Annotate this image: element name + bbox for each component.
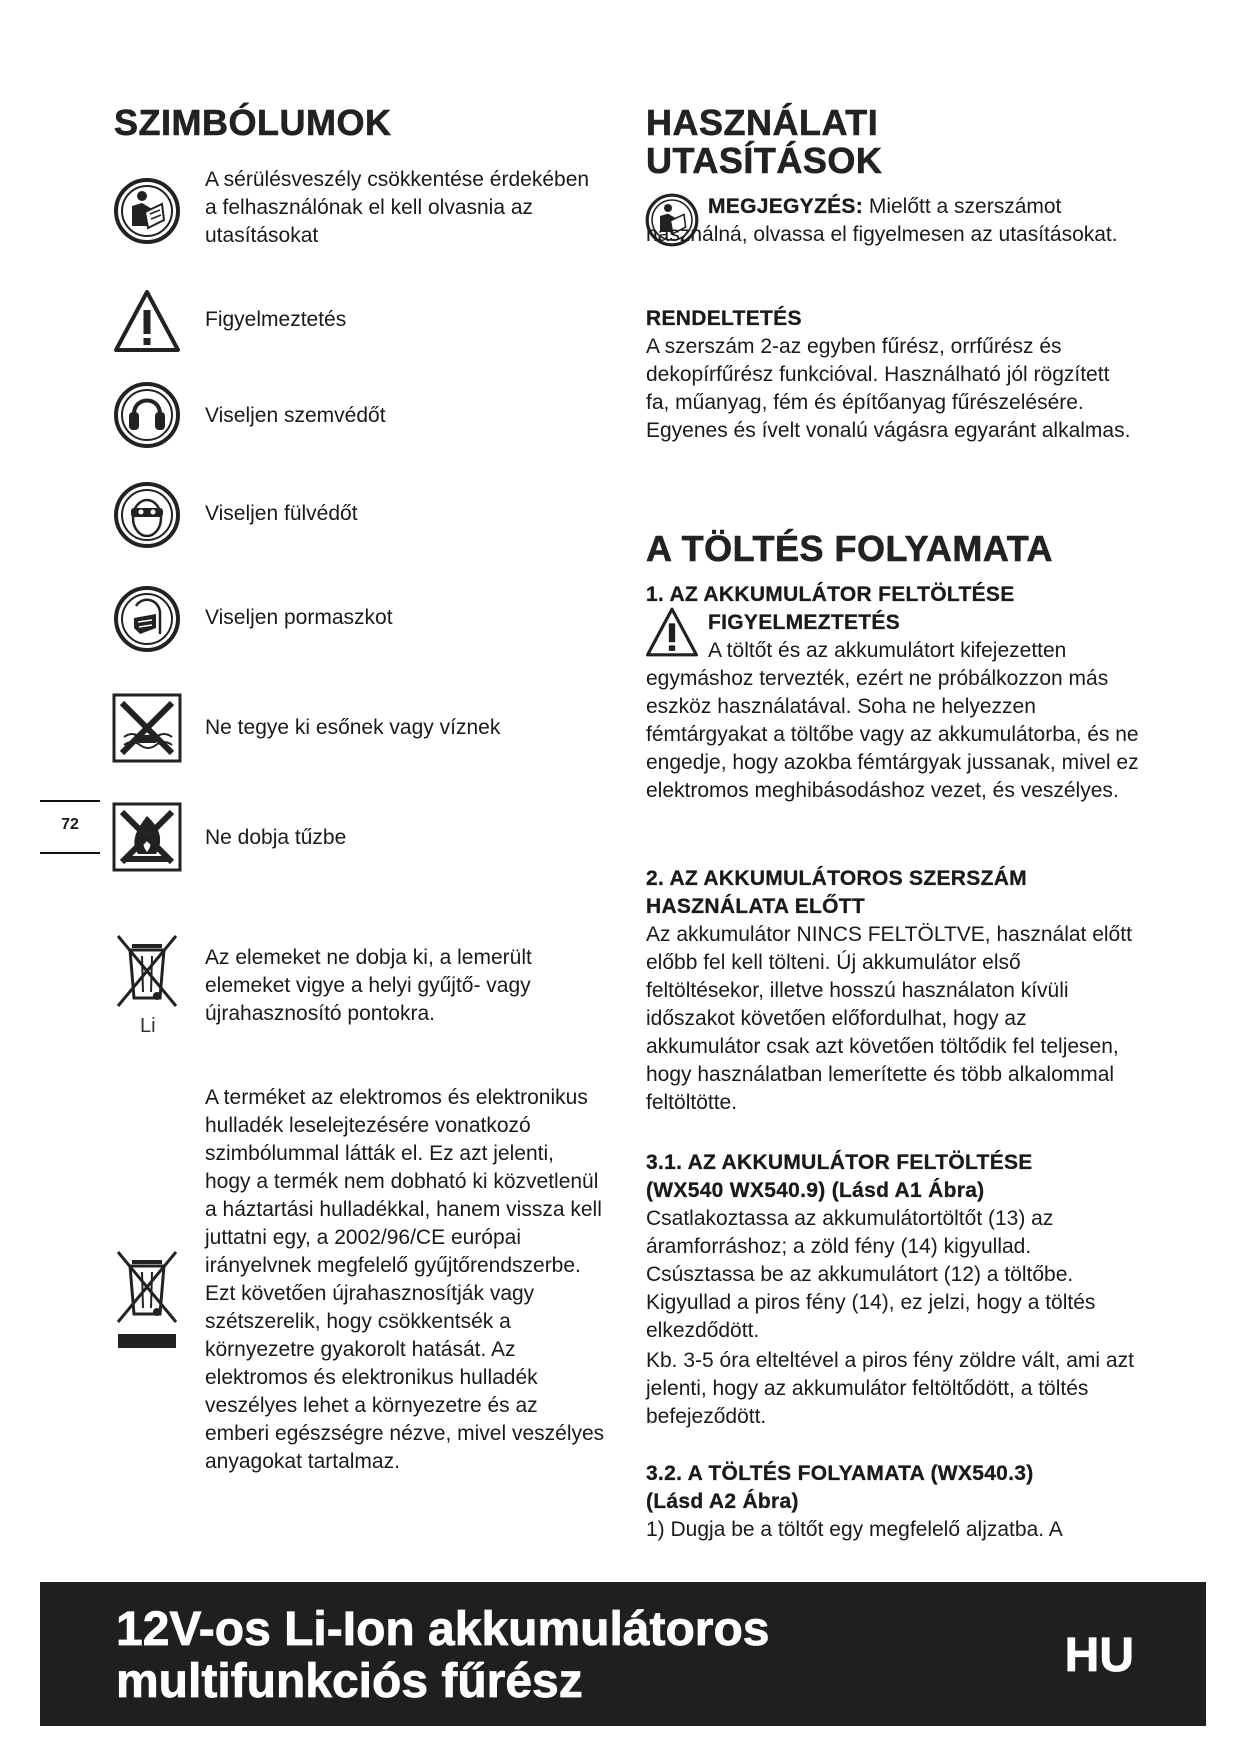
- note-paragraph: [646, 193, 1146, 249]
- s2-heading-line2: HASZNÁLATA ELŐTT: [646, 895, 866, 918]
- ear-protection-icon: [112, 380, 182, 450]
- dust-mask-icon: [112, 584, 182, 654]
- s31-heading-line1: 3.1. AZ AKKUMULÁTOR FELTÖLTÉSE: [646, 1151, 1033, 1174]
- purpose-heading: RENDELTETÉS: [646, 307, 802, 330]
- footer-title: [116, 1604, 769, 1708]
- note-label: MEGJEGYZÉS:: [708, 195, 863, 218]
- symbol-text-eye-protection: Viseljen szemvédőt: [205, 404, 386, 427]
- s32-heading-line2: (Lásd A2 Ábra): [646, 1490, 799, 1513]
- read-manual-icon: [112, 176, 182, 246]
- symbol-text-no-rain: Ne tegye ki esőnek vagy víznek: [205, 716, 501, 739]
- s31-text2: Kb. 3-5 óra elteltével a piros fény zöldre vált, ami azt jelenti, hogy az akkumulátor feltöltődött, a töltés befejeződött.: [646, 1349, 1134, 1428]
- s31-heading-line2: (WX540 WX540.9) (Lásd A1 Ábra): [646, 1179, 985, 1202]
- charging-heading: A TÖLTÉS FOLYAMATA: [646, 528, 1054, 569]
- s2-heading: [646, 865, 1146, 921]
- usage-heading: [646, 104, 882, 180]
- symbol-text-no-fire: Ne dobja tűzbe: [205, 826, 347, 849]
- footer-title-line2: multifunkciós fűrész: [116, 1655, 583, 1708]
- note-text: Mielőtt a szerszámot használná, olvassa el figyelmesen az utasításokat.: [646, 195, 1118, 246]
- weee-bin-icon: [112, 1246, 182, 1356]
- symbol-text-read-manual: A sérülésveszély csökkentése érdekében a felhasználónak el kell olvasnia az utasításokat: [205, 168, 590, 247]
- usage-heading-line2: UTASÍTÁSOK: [646, 140, 883, 181]
- warning-triangle-icon: [112, 286, 182, 356]
- s31-heading: [646, 1149, 1146, 1205]
- footer-language: HU: [1064, 1629, 1134, 1682]
- eye-protection-icon: [112, 480, 182, 550]
- s1-heading: 1. AZ AKKUMULÁTOR FELTÖLTÉSE: [646, 583, 1015, 606]
- symbol-text-ear-protection: Viseljen fülvédőt: [205, 502, 358, 525]
- s31-text1: Csatlakoztassa az akkumulátortöltőt (13) az áramforráshoz; a zöld fény (14) kigyullad. Csúsztassa be az akkumulátort (12) a töltőbe. Kigyullad a piros fény (14), ez jelzi, hogy a töltés elkezdődött.: [646, 1207, 1096, 1342]
- page-number: 72: [40, 800, 100, 854]
- s32-text: 1) Dugja be a töltőt egy megfelelő aljzatba. A: [646, 1518, 1063, 1541]
- no-rain-icon: [112, 693, 182, 763]
- s32-heading-line1: 3.2. A TÖLTÉS FOLYAMATA (WX540.3): [646, 1462, 1034, 1485]
- purpose-text: A szerszám 2-az egyben fűrész, orrfűrész és dekopírfűrész funkcióval. Használható jól rögzített fa, műanyag, fém és építőanyag fűrészelésére. Egyenes és ívelt vonalú vágásra egyaránt alkalmas.: [646, 335, 1131, 442]
- usage-heading-line1: HASZNÁLATI: [646, 102, 879, 143]
- symbol-text-weee: A terméket az elektromos és elektronikus hulladék leselejtezésére vonatkozó szimbólummal látták el. Ez azt jelenti, hogy a termék nem dobható ki közvetlenül a háztartási hulladékkal, hanem vissza kell juttatni egy, a 2002/96/CE európai irányelvnek megfelelő gyűjtőrendszerbe. Ezt követően újrahasznosítják vagy szétszerelik, hogy csökkentsék a környezetre gyakorolt hatását. Az elektromos és elektronikus hulladék veszélyes lehet a környezetre és az emberi egészségre nézve, mivel veszélyes anyagokat tartalmaz.: [205, 1086, 605, 1473]
- s32-heading: [646, 1460, 1146, 1516]
- symbols-heading: SZIMBÓLUMOK: [114, 102, 392, 143]
- footer-banner: [40, 1582, 1206, 1726]
- battery-li-label: Li: [140, 1015, 156, 1037]
- s1-text: A töltőt és az akkumulátort kifejezetten egymáshoz tervezték, ezért ne próbálkozzon más eszköz használatával. Soha ne helyezzen fémtárgyakat a töltőbe vagy az akkumulátorba, és ne engedje, hogy azokba fémtárgyak jussanak, mivel ez elektromos meghibásodáshoz vezet, és veszélyes.: [646, 639, 1139, 802]
- s1-warning-label: FIGYELMEZTETÉS: [708, 611, 901, 634]
- symbol-text-warning: Figyelmeztetés: [205, 308, 347, 331]
- symbol-text-dust-mask: Viseljen pormaszkot: [205, 606, 393, 629]
- footer-title-line1: 12V-os Li-Ion akkumulátoros: [116, 1603, 770, 1656]
- symbol-text-battery: Az elemeket ne dobja ki, a lemerült elemeket vigye a helyi gyűjtő- vagy újrahasznosító pontokra.: [205, 946, 532, 1025]
- s2-text: Az akkumulátor NINCS FELTÖLTVE, használat előtt előbb fel kell tölteni. Új akkumulátor első feltöltésekor, illetve hosszú használaton kívüli időszakot követően előfordulhat, hogy az akkumulátor csak azt követően töltődik fel teljesen, hogy használatban lemerítette és több alkalommal feltöltötte.: [646, 923, 1132, 1114]
- no-fire-icon: [112, 802, 182, 872]
- s2-heading-line1: 2. AZ AKKUMULÁTOROS SZERSZÁM: [646, 867, 1027, 890]
